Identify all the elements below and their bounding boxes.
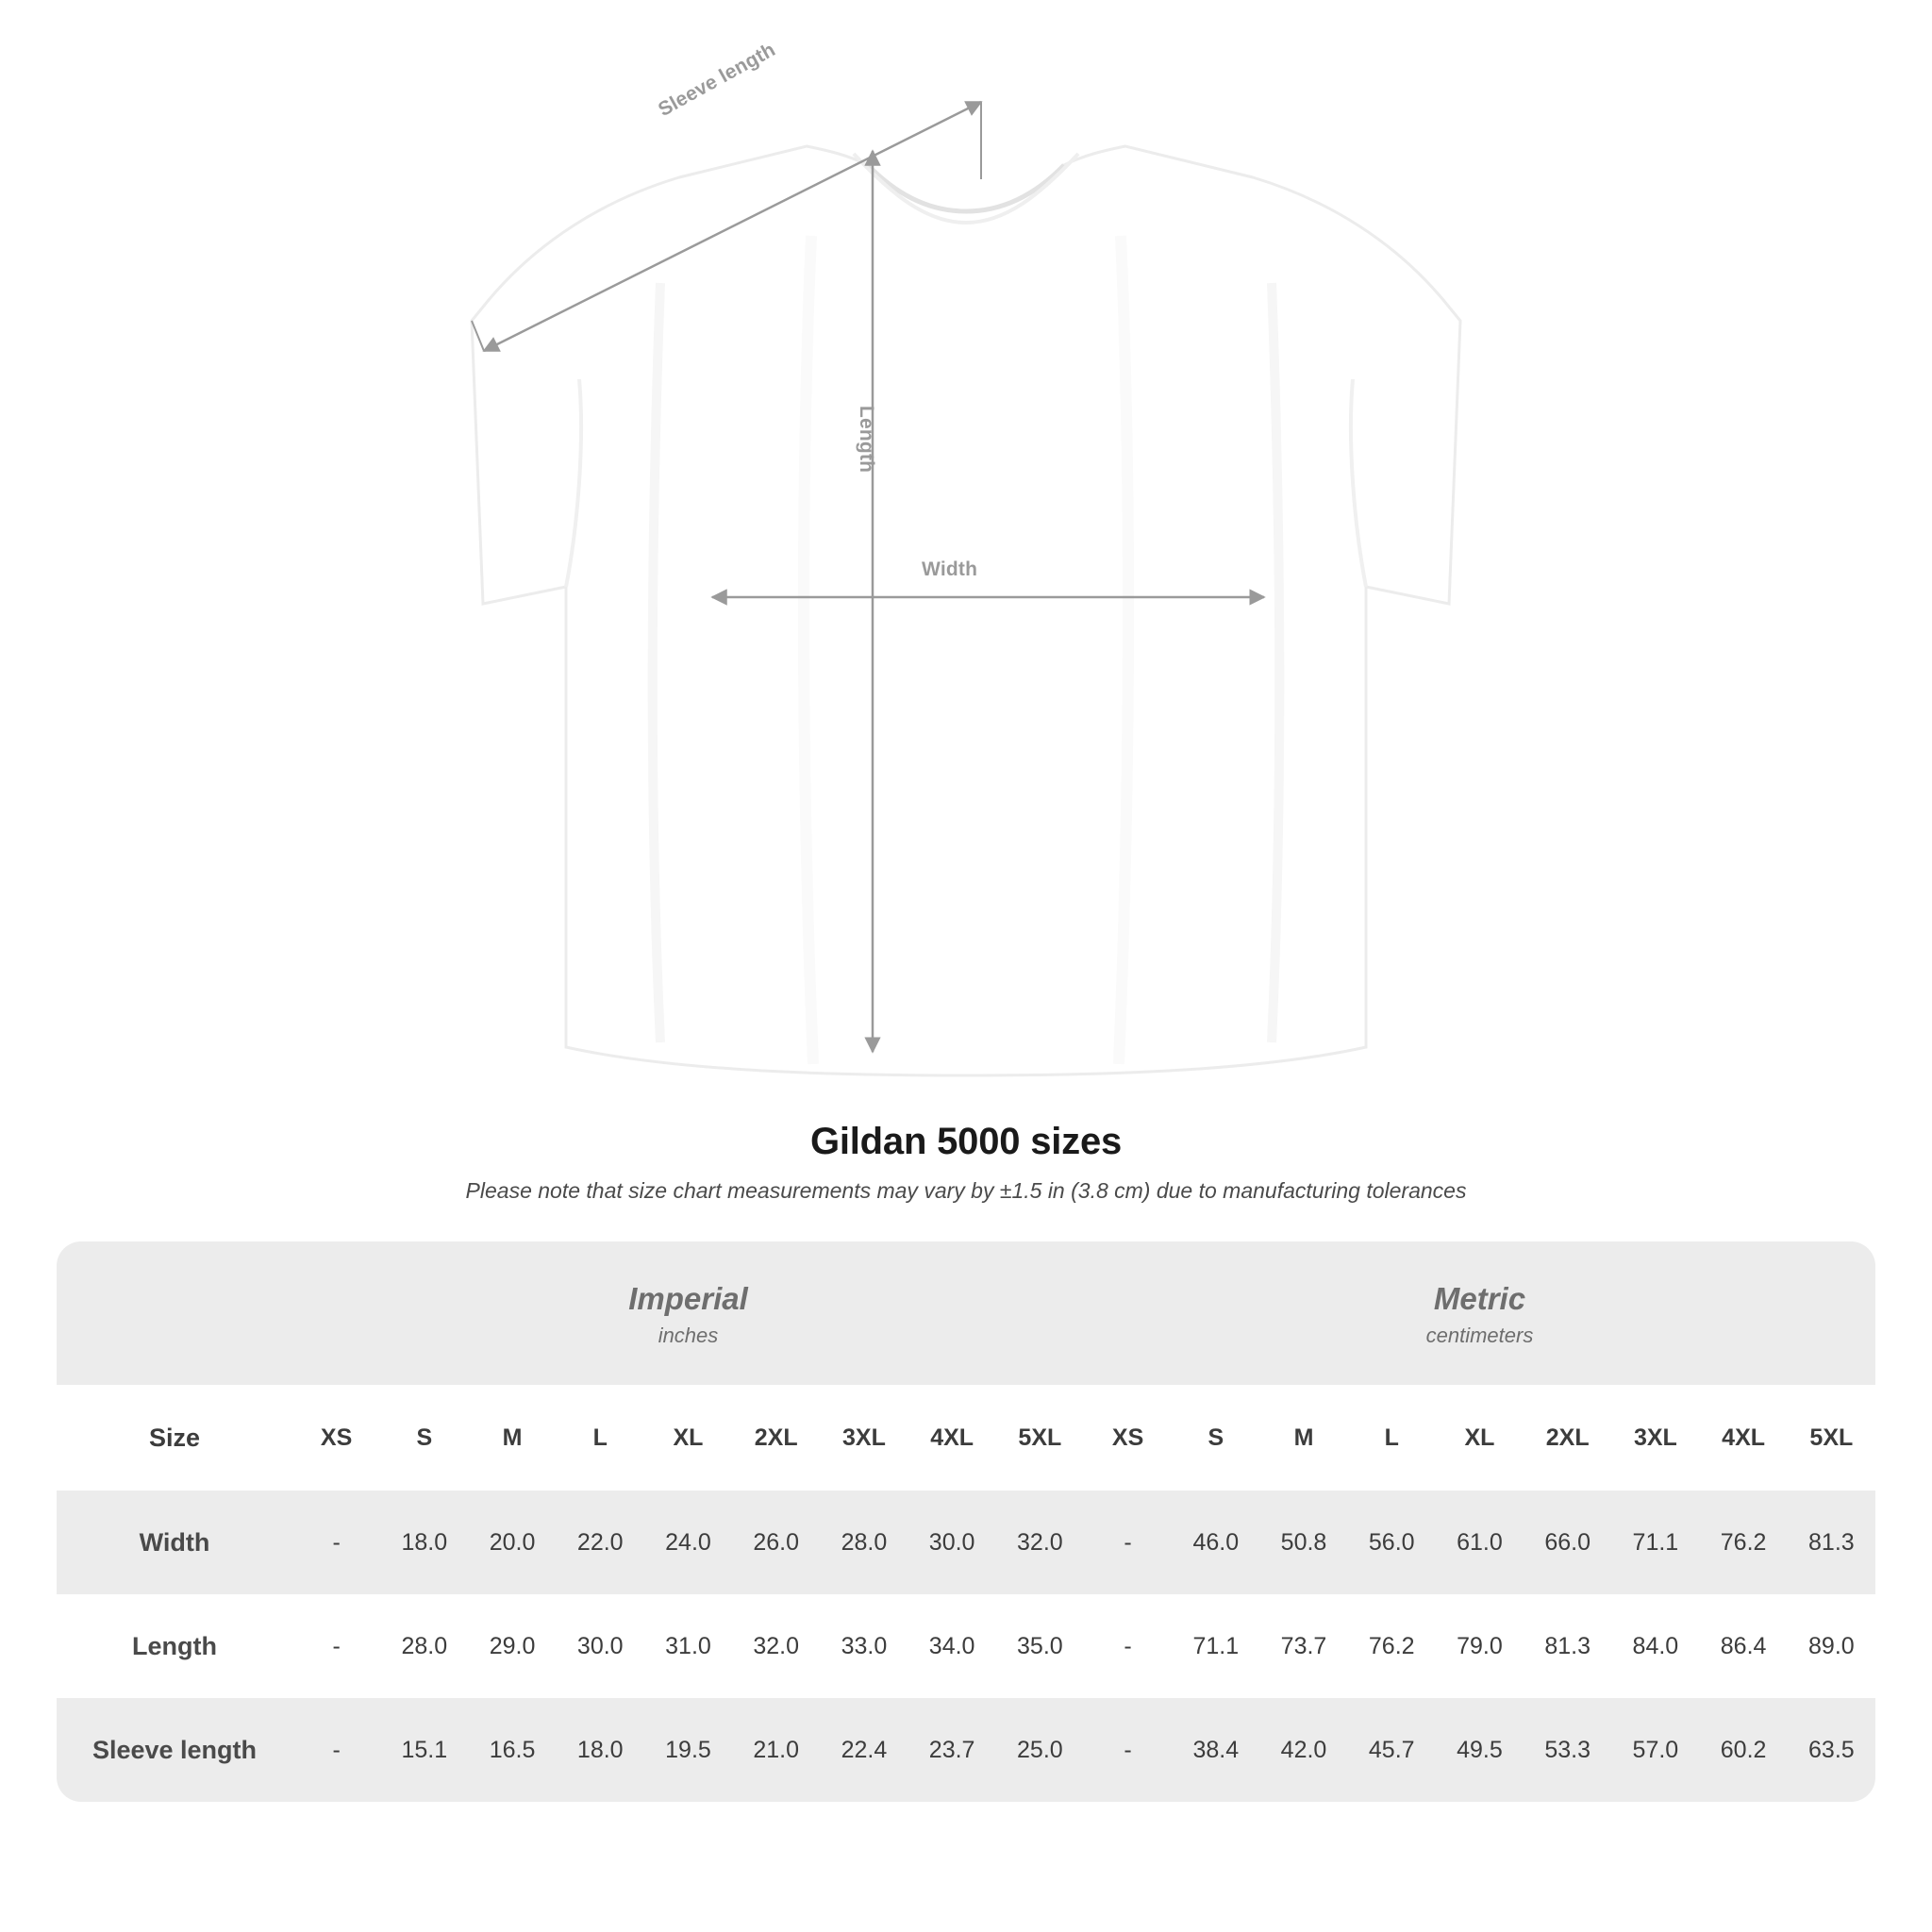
length-label: Length: [856, 406, 877, 474]
cell-sleeve-imperial-5: 21.0: [732, 1698, 820, 1802]
cell-width-imperial-4: 24.0: [644, 1491, 732, 1594]
cell-sleeve-imperial-7: 23.7: [908, 1698, 996, 1802]
size-col-metric-8: 5XL: [1788, 1385, 1875, 1491]
cell-sleeve-imperial-3: 18.0: [557, 1698, 644, 1802]
cell-length-metric-3: 76.2: [1348, 1594, 1436, 1698]
size-header-label: Size: [57, 1385, 292, 1491]
row-label-length: Length: [57, 1594, 292, 1698]
size-col-metric-6: 3XL: [1611, 1385, 1699, 1491]
size-col-imperial-4: XL: [644, 1385, 732, 1491]
cell-sleeve-metric-5: 53.3: [1524, 1698, 1611, 1802]
cell-sleeve-metric-7: 60.2: [1700, 1698, 1788, 1802]
size-col-imperial-3: L: [557, 1385, 644, 1491]
cell-width-metric-8: 81.3: [1788, 1491, 1875, 1594]
size-table: [57, 1241, 1875, 1802]
size-col-imperial-6: 3XL: [820, 1385, 908, 1491]
cell-width-metric-1: 46.0: [1172, 1491, 1259, 1594]
cell-sleeve-metric-3: 45.7: [1348, 1698, 1436, 1802]
row-label-sleeve-length: Sleeve length: [57, 1698, 292, 1802]
size-table-container: [57, 1241, 1875, 1802]
cell-length-imperial-5: 32.0: [732, 1594, 820, 1698]
size-header-row: [57, 1385, 1875, 1491]
size-col-imperial-8: 5XL: [996, 1385, 1084, 1491]
cell-length-metric-6: 84.0: [1611, 1594, 1699, 1698]
size-col-imperial-0: XS: [292, 1385, 380, 1491]
cell-sleeve-metric-2: 42.0: [1259, 1698, 1347, 1802]
unit-header-row: [57, 1241, 1875, 1385]
sleeve-length-label: Sleeve length: [655, 39, 779, 122]
cell-length-metric-7: 86.4: [1700, 1594, 1788, 1698]
cell-length-metric-8: 89.0: [1788, 1594, 1875, 1698]
cell-sleeve-metric-8: 63.5: [1788, 1698, 1875, 1802]
cell-width-imperial-1: 18.0: [380, 1491, 468, 1594]
cell-length-imperial-2: 29.0: [468, 1594, 556, 1698]
size-col-imperial-1: S: [380, 1385, 468, 1491]
cell-sleeve-metric-0: -: [1084, 1698, 1172, 1802]
size-col-imperial-2: M: [468, 1385, 556, 1491]
cell-width-imperial-0: -: [292, 1491, 380, 1594]
cell-length-metric-0: -: [1084, 1594, 1172, 1698]
unit-imperial-cell: [292, 1241, 1084, 1385]
cell-width-imperial-6: 28.0: [820, 1491, 908, 1594]
unit-metric-sub: centimeters: [1425, 1323, 1534, 1347]
cell-width-metric-7: 76.2: [1700, 1491, 1788, 1594]
title-block: [0, 1121, 1932, 1204]
size-col-metric-3: L: [1348, 1385, 1436, 1491]
tolerance-note: Please note that size chart measurements may vary by ±1.5 in (3.8 cm) due to manufacturing tolerances: [465, 1178, 1467, 1203]
cell-width-metric-5: 66.0: [1524, 1491, 1611, 1594]
cell-width-metric-4: 61.0: [1436, 1491, 1524, 1594]
size-col-imperial-7: 4XL: [908, 1385, 996, 1491]
cell-length-imperial-8: 35.0: [996, 1594, 1084, 1698]
size-col-metric-0: XS: [1084, 1385, 1172, 1491]
row-label-width: Width: [57, 1491, 292, 1594]
cell-sleeve-metric-4: 49.5: [1436, 1698, 1524, 1802]
unit-metric-cell: [1084, 1241, 1875, 1385]
cell-width-metric-2: 50.8: [1259, 1491, 1347, 1594]
size-col-metric-1: S: [1172, 1385, 1259, 1491]
cell-width-metric-0: -: [1084, 1491, 1172, 1594]
cell-length-metric-5: 81.3: [1524, 1594, 1611, 1698]
cell-length-imperial-0: -: [292, 1594, 380, 1698]
table-row: [57, 1594, 1875, 1698]
unit-imperial-name: Imperial: [628, 1281, 748, 1317]
cell-width-imperial-3: 22.0: [557, 1491, 644, 1594]
cell-length-imperial-7: 34.0: [908, 1594, 996, 1698]
cell-sleeve-imperial-2: 16.5: [468, 1698, 556, 1802]
unit-metric-name: Metric: [1433, 1281, 1526, 1317]
size-col-metric-4: XL: [1436, 1385, 1524, 1491]
unit-corner-cell: [57, 1241, 292, 1385]
cell-sleeve-imperial-0: -: [292, 1698, 380, 1802]
cell-length-metric-1: 71.1: [1172, 1594, 1259, 1698]
tshirt-shape: [472, 146, 1460, 1075]
cell-length-metric-4: 79.0: [1436, 1594, 1524, 1698]
cell-width-imperial-7: 30.0: [908, 1491, 996, 1594]
size-col-metric-2: M: [1259, 1385, 1347, 1491]
cell-length-imperial-1: 28.0: [380, 1594, 468, 1698]
cell-length-imperial-6: 33.0: [820, 1594, 908, 1698]
size-col-metric-7: 4XL: [1700, 1385, 1788, 1491]
cell-sleeve-metric-1: 38.4: [1172, 1698, 1259, 1802]
cell-sleeve-imperial-8: 25.0: [996, 1698, 1084, 1802]
cell-width-imperial-8: 32.0: [996, 1491, 1084, 1594]
cell-sleeve-imperial-6: 22.4: [820, 1698, 908, 1802]
cell-sleeve-metric-6: 57.0: [1611, 1698, 1699, 1802]
size-col-imperial-5: 2XL: [732, 1385, 820, 1491]
cell-length-imperial-4: 31.0: [644, 1594, 732, 1698]
table-row: [57, 1491, 1875, 1594]
cell-length-metric-2: 73.7: [1259, 1594, 1347, 1698]
cell-sleeve-imperial-4: 19.5: [644, 1698, 732, 1802]
cell-width-imperial-5: 26.0: [732, 1491, 820, 1594]
cell-width-metric-6: 71.1: [1611, 1491, 1699, 1594]
cell-length-imperial-3: 30.0: [557, 1594, 644, 1698]
page-title: Gildan 5000 sizes: [809, 1121, 1123, 1162]
unit-imperial-sub: inches: [658, 1323, 719, 1347]
cell-sleeve-imperial-1: 15.1: [380, 1698, 468, 1802]
size-col-metric-5: 2XL: [1524, 1385, 1611, 1491]
width-label: Width: [922, 558, 978, 580]
cell-width-metric-3: 56.0: [1348, 1491, 1436, 1594]
cell-width-imperial-2: 20.0: [468, 1491, 556, 1594]
table-row: [57, 1698, 1875, 1802]
